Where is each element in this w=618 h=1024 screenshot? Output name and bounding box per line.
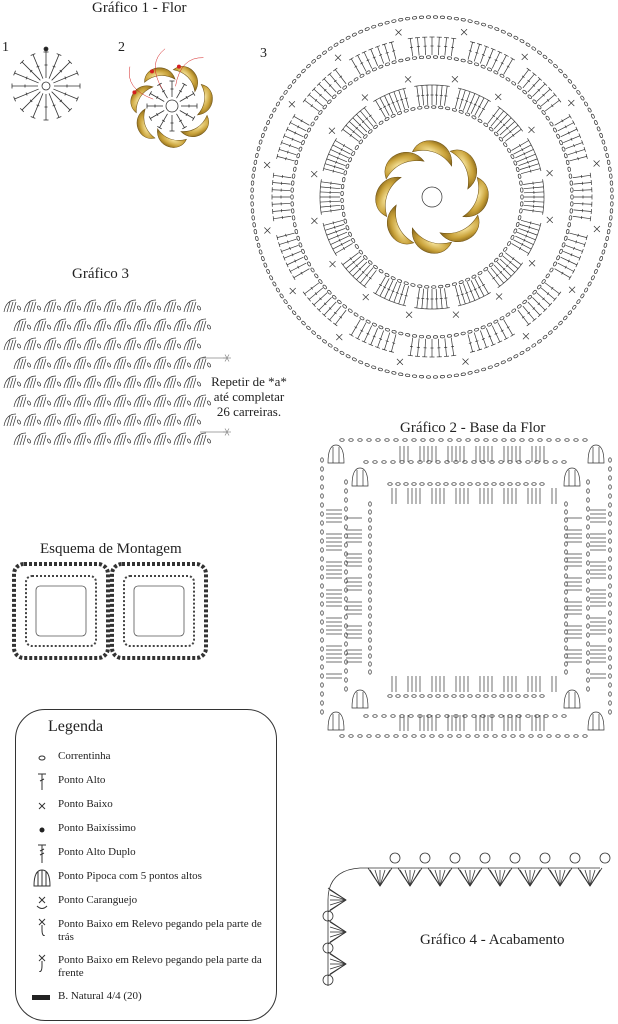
treble-crochet-icon [30, 844, 54, 864]
repeat-note-line-1: Repetir de *a* [211, 374, 287, 389]
graph3-pattern [4, 300, 231, 445]
graph3-title: Gráfico 3 [72, 266, 130, 282]
legend-item-color [16, 988, 278, 1008]
legend-label: Correntinha [58, 750, 111, 762]
double-crochet-icon [30, 772, 54, 792]
chain-stitch-icon [30, 748, 54, 768]
finish-chart-title: Gráfico 4 - Acabamento [420, 932, 565, 948]
legend-label: Ponto Alto Duplo [58, 846, 136, 858]
step-number-2: 2 [118, 40, 125, 55]
assembly-title: Esquema de Montagem [40, 541, 182, 557]
base-square-diagram [321, 439, 612, 738]
step-number-1: 1 [2, 40, 9, 55]
legend-label: Ponto Baixo em Relevo pegando pela parte de trás [58, 918, 262, 943]
step-number-3: 3 [260, 46, 267, 61]
legend-title: Legenda [48, 718, 104, 735]
legend-label: Ponto Baixíssimo [58, 822, 136, 834]
legend-label: B. Natural 4/4 (20) [58, 990, 142, 1002]
flower-step1-diagram [12, 47, 80, 120]
flower-step3-diagram [251, 16, 614, 379]
legend-label: Ponto Alto [58, 774, 106, 786]
legend-box [15, 709, 277, 1021]
legend-item-sc [16, 796, 278, 816]
legend-item-popcorn [16, 868, 278, 888]
legend-item-crab [16, 892, 278, 912]
assembly-scheme-diagram [14, 564, 206, 658]
finish-border-diagram [323, 853, 610, 986]
legend-label: Ponto Baixo [58, 798, 113, 810]
back-post-sc-icon [30, 916, 54, 936]
slip-stitch-icon [30, 820, 54, 840]
legend-label: Ponto Caranguejo [58, 894, 138, 906]
color-swatch-icon [30, 988, 54, 1008]
flower-step2-diagram [125, 49, 214, 152]
legend-item-tr [16, 844, 278, 864]
legend-label: Ponto Baixo em Relevo pegando pela parte da frente [58, 954, 262, 979]
legend-item-back-post [16, 916, 278, 946]
legend-item-dc [16, 772, 278, 792]
front-post-sc-icon [30, 952, 54, 972]
flower-chart-title: Gráfico 1 - Flor [92, 0, 187, 16]
single-crochet-icon [30, 796, 54, 816]
legend-label: Ponto Pipoca com 5 pontos altos [58, 870, 202, 882]
popcorn-stitch-icon [30, 868, 54, 888]
legend-item-front-post [16, 952, 278, 982]
repeat-note-line-3: 26 carreiras. [216, 404, 282, 419]
legend-item-chain [16, 748, 278, 768]
legend-item-slip [16, 820, 278, 840]
base-chart-title: Gráfico 2 - Base da Flor [400, 420, 546, 436]
repeat-note-line-2: até completar [213, 389, 285, 404]
crab-stitch-icon [30, 892, 54, 912]
